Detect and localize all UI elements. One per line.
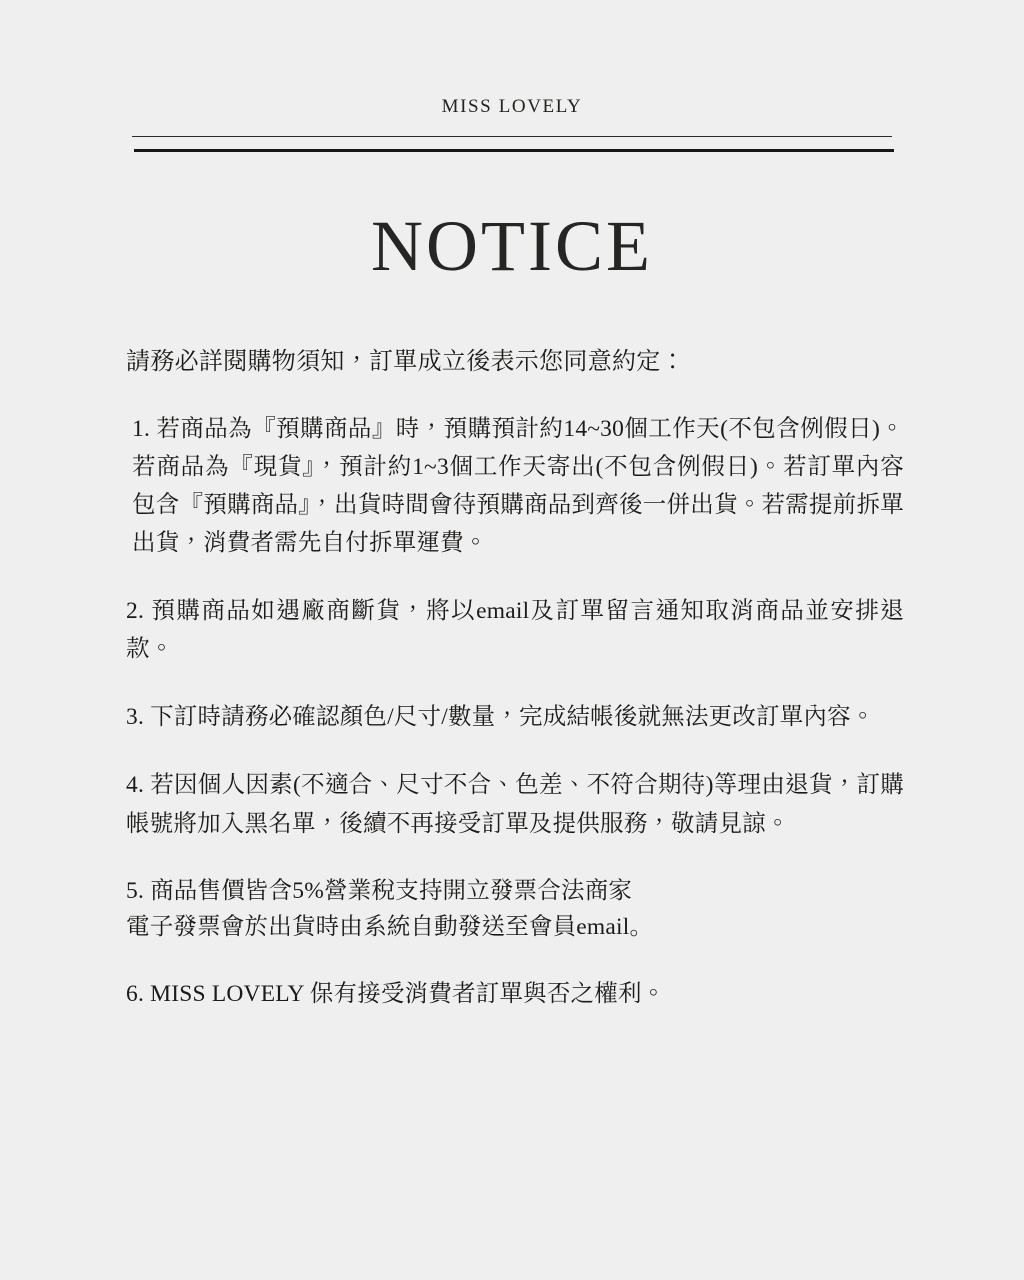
divider-thick (134, 149, 894, 152)
lead-paragraph: 請務必詳閱購物須知，訂單成立後表示您同意約定： (126, 349, 685, 375)
page-title: NOTICE (371, 206, 653, 286)
clause-item-6: 6. MISS LOVELY 保有接受消費者訂單與否之權利。 (126, 981, 666, 1008)
clause-item-5-line-2: 電子發票會於出貨時由系統自動發送至會員email。 (126, 913, 654, 940)
clause-item-5-line-1: 5. 商品售價皆含5%營業稅支持開立發票合法商家 (126, 877, 633, 904)
notice-body (120, 344, 904, 1013)
clause-item-5 (126, 873, 904, 946)
clause-item-2: 2. 預購商品如遇廠商斷貨，將以email及訂單留言通知取消商品並安排退款。 (126, 598, 904, 663)
header-divider-group (132, 136, 892, 152)
clause-item-3: 3. 下訂時請務必確認顏色/尺寸/數量，完成結帳後就無法更改訂單內容。 (126, 704, 875, 731)
clause-item-1: 1. 若商品為『預購商品』時，預購預計約14~30個工作天(不包含例假日)。若商品為『現貨』，預計約1~3個工作天寄出(不包含例假日)。若訂單內容包含『預購商品』，出貨時間會待預購商品到齊後一併出貨。若需提前拆單出貨，消費者需先自付拆單運費。 (132, 416, 904, 557)
divider-thin (132, 136, 892, 137)
brand-title: MISS LOVELY (441, 96, 583, 117)
clause-item-4: 4. 若因個人因素(不適合、尺寸不合、色差、不符合期待)等理由退貨，訂購帳號將加入黑名單，後續不再接受訂單及提供服務，敬請見諒。 (126, 772, 904, 837)
